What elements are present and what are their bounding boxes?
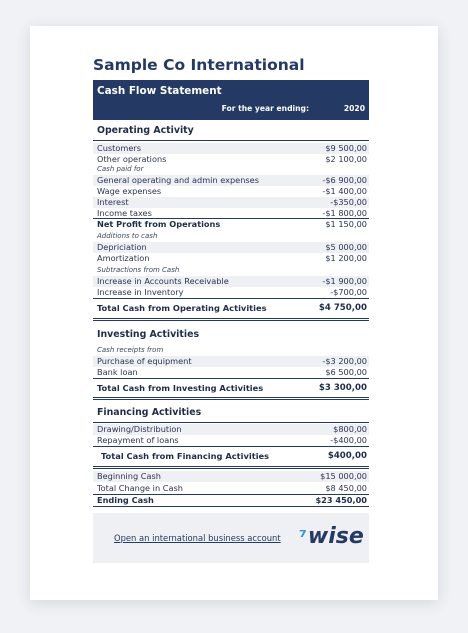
- row-value: $15 000,00: [320, 471, 367, 481]
- total-value: $3 300,00: [318, 383, 367, 393]
- row-value: $6 500,00: [325, 367, 367, 377]
- row-label: General operating and admin expenses: [97, 175, 259, 185]
- cash-paid-for-subheading: Cash paid for: [97, 165, 144, 173]
- row-label: Purchase of equipment: [97, 356, 192, 366]
- operating-total-row: [93, 301, 369, 315]
- row-interest: [93, 197, 369, 208]
- row-value: $9 500,00: [325, 143, 367, 153]
- total-value: $4 750,00: [318, 303, 367, 313]
- divider: [93, 506, 369, 507]
- double-divider: [93, 466, 369, 469]
- investing-total-row: [93, 381, 369, 395]
- row-value: $8 450,00: [325, 483, 367, 493]
- wise-logo: [299, 524, 364, 549]
- open-account-link[interactable]: Open an international business account: [114, 533, 281, 543]
- double-divider: [93, 397, 369, 400]
- row-repayment: [93, 435, 369, 446]
- row-value: -$400,00: [330, 435, 367, 445]
- row-bank-loan: [93, 367, 369, 378]
- row-other-operations: [93, 154, 369, 165]
- row-drawing: [93, 424, 369, 435]
- row-depreciation: [93, 242, 369, 253]
- row-label: Repayment of loans: [97, 435, 179, 445]
- row-customers: [93, 143, 369, 154]
- double-divider: [93, 318, 369, 321]
- document-page: [30, 26, 438, 600]
- subtractions-subheading: Subtractions from Cash: [97, 266, 180, 274]
- wise-logo-text: wise: [307, 524, 364, 549]
- row-label: Increase in Accounts Receivable: [97, 276, 229, 286]
- row-label: Income taxes: [97, 208, 152, 218]
- company-name: Sample Co International: [93, 56, 305, 74]
- row-accounts-receivable: [93, 276, 369, 287]
- row-beginning-cash: [93, 471, 369, 482]
- row-label: Wage expenses: [97, 186, 162, 196]
- row-net-profit: [93, 219, 369, 230]
- row-income-taxes: [93, 208, 369, 219]
- row-label: Bank loan: [97, 367, 138, 377]
- row-purchase-equipment: [93, 356, 369, 367]
- row-value: -$1 800,00: [322, 208, 367, 218]
- footer-banner: [93, 513, 369, 563]
- row-value: $2 100,00: [325, 154, 367, 164]
- wise-flag-icon: ⁷: [299, 527, 307, 548]
- total-label: Total Cash from Financing Activities: [101, 451, 270, 461]
- row-ending-cash: [93, 495, 369, 506]
- row-wage-expenses: [93, 186, 369, 197]
- divider: [93, 140, 369, 141]
- row-value: $23 450,00: [315, 495, 367, 505]
- row-value: $5 000,00: [325, 242, 367, 252]
- divider: [93, 422, 369, 423]
- statement-title: Cash Flow Statement: [97, 85, 222, 97]
- row-label: Beginning Cash: [97, 471, 161, 481]
- financing-heading: Financing Activities: [97, 407, 202, 418]
- row-general-expenses: [93, 175, 369, 186]
- investing-heading: Investing Activities: [97, 329, 200, 340]
- cash-receipts-subheading: Cash receipts from: [97, 346, 164, 354]
- row-label: Depriciation: [97, 242, 147, 252]
- financing-total-row: [93, 449, 369, 463]
- divider: [93, 298, 369, 299]
- total-label: Total Cash from Investing Activities: [97, 383, 264, 393]
- divider: [93, 446, 369, 447]
- row-value: -$350,00: [330, 197, 367, 207]
- additions-subheading: Additions to cash: [97, 232, 158, 240]
- row-label: Total Change in Cash: [97, 483, 183, 493]
- row-label: Interest: [97, 197, 129, 207]
- row-value: -$1 400,00: [322, 186, 367, 196]
- operating-heading: Operating Activity: [97, 125, 194, 136]
- row-value: $1 200,00: [325, 253, 367, 263]
- year-label: For the year ending:: [221, 104, 309, 113]
- total-label: Total Cash from Operating Activities: [97, 303, 267, 313]
- divider: [93, 378, 369, 379]
- row-value: $800,00: [333, 424, 367, 434]
- row-value: $1 150,00: [325, 219, 367, 229]
- row-amortization: [93, 253, 369, 264]
- total-value: $400,00: [327, 451, 367, 461]
- year-value: 2020: [343, 104, 365, 113]
- row-label: Drawing/Distribution: [97, 424, 182, 434]
- row-inventory: [93, 287, 369, 298]
- row-label: Increase in Inventory: [97, 287, 184, 297]
- row-label: Other operations: [97, 154, 167, 164]
- row-label: Ending Cash: [97, 495, 154, 505]
- row-total-change: [93, 483, 369, 494]
- row-label: Amortization: [97, 253, 150, 263]
- row-value: -$6 900,00: [322, 175, 367, 185]
- statement-banner: [93, 80, 369, 120]
- row-value: -$1 900,00: [322, 276, 367, 286]
- row-label: Net Profit from Operations: [97, 219, 221, 229]
- row-value: -$3 200,00: [322, 356, 367, 366]
- row-value: -$700,00: [330, 287, 367, 297]
- row-label: Customers: [97, 143, 142, 153]
